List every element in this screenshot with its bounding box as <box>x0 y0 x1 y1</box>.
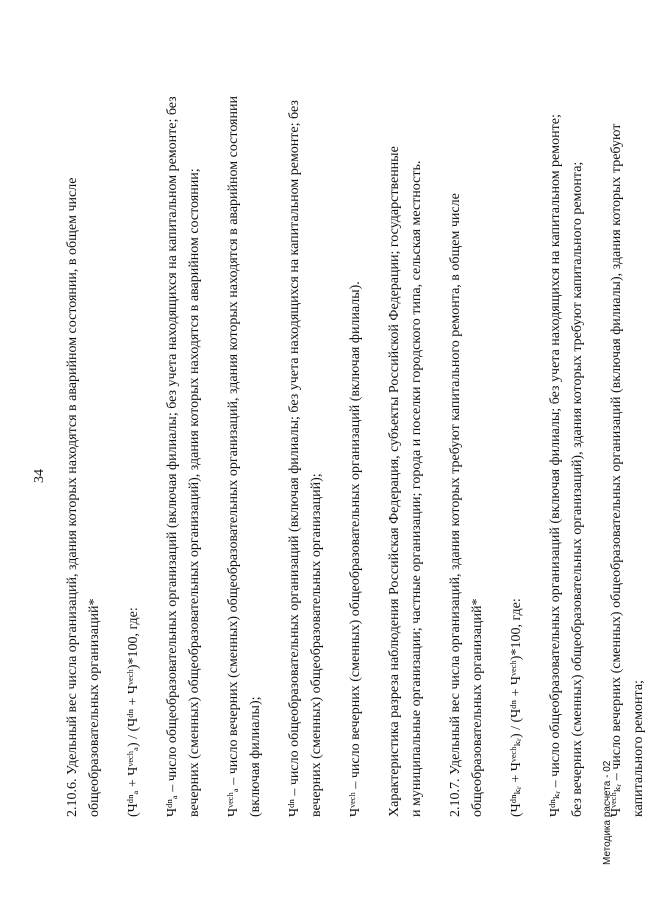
line-gap <box>106 17 123 817</box>
text-line: Характеристика разреза наблюдения Российская Федерация, субъекты Российской Федерации; государственные <box>387 146 402 817</box>
text-line: Чᵈⁿₐ – число общеобразовательных организаций (включая филиалы; без учета находящихся на капитальном ремонте; без <box>165 96 180 817</box>
text-line: общеобразовательных организаций* <box>87 598 102 817</box>
text-line: вечерних (сменных) общеобразовательных организаций), здания которых находятся в аварийном состоянии; <box>187 168 202 817</box>
line-gap <box>528 17 545 817</box>
line-gap <box>367 17 384 817</box>
text-line: (Чᵈⁿₐ + Чᵛᵉᶜʰₐ) / (Чᵈⁿ + Чᵛᵉᶜʰ)*100, где: <box>126 607 141 817</box>
text-line: общеобразовательных организаций* <box>470 598 485 817</box>
page-footer: Методика расчета - 02 <box>602 760 613 865</box>
line-gap <box>206 17 223 817</box>
line-gap <box>428 17 445 817</box>
text-line: капитального ремонта; <box>631 680 646 817</box>
text-line: (Чᵈⁿₖᵣ + Чᵛᵉᶜʰₖᵣ) / (Чᵈⁿ + Чᵛᵉᶜʰ)*100, где: <box>509 598 524 817</box>
line-gap <box>589 17 606 817</box>
text-line: Чᵛᵉᶜʰₐ – число вечерних (сменных) общеобразовательных организаций, здания которых находятся в аварийном состоянии <box>226 96 241 817</box>
text-line: 2.10.7. Удельный вес числа организаций, здания которых требуют капитального ремонта, в общем числе <box>448 193 463 817</box>
text-line: и муниципальные организации; частные организации; города и поселки городского типа, сельская местность. <box>409 160 424 817</box>
line-gap <box>489 17 506 817</box>
line-gap <box>328 17 345 817</box>
page-number: 34 <box>32 469 47 483</box>
text-line: Чᵛᵉᶜʰₖᵣ – число вечерних (сменных) общеобразовательных организаций (включая филиалы), здания которых требуют <box>609 123 624 817</box>
text-line: Чᵈⁿ – число общеобразовательных организаций (включая филиалы; без учета находящихся на капитальном ремонте; без <box>287 100 302 817</box>
text-line: (включая филиалы); <box>248 696 263 817</box>
text-line: вечерних (сменных) общеобразовательных организаций); <box>309 473 324 817</box>
text-line: без вечерних (сменных) общеобразовательных организаций), здания которых требуют капитального ремонта; <box>570 161 585 817</box>
document-body <box>62 17 650 817</box>
text-line: Чᵈⁿₖᵣ – число общеобразовательных организаций (включая филиалы; без учета находящихся на капитальном ремонте; <box>548 114 563 817</box>
text-line: 2.10.6. Удельный вес числа организаций, здания которых находятся в аварийном состоянии, в общем числе <box>65 177 80 817</box>
line-gap <box>145 17 162 817</box>
text-line: Чᵛᵉᶜʰ – число вечерних (сменных) общеобразовательных организаций (включая филиалы). <box>348 281 363 817</box>
line-gap <box>267 17 284 817</box>
